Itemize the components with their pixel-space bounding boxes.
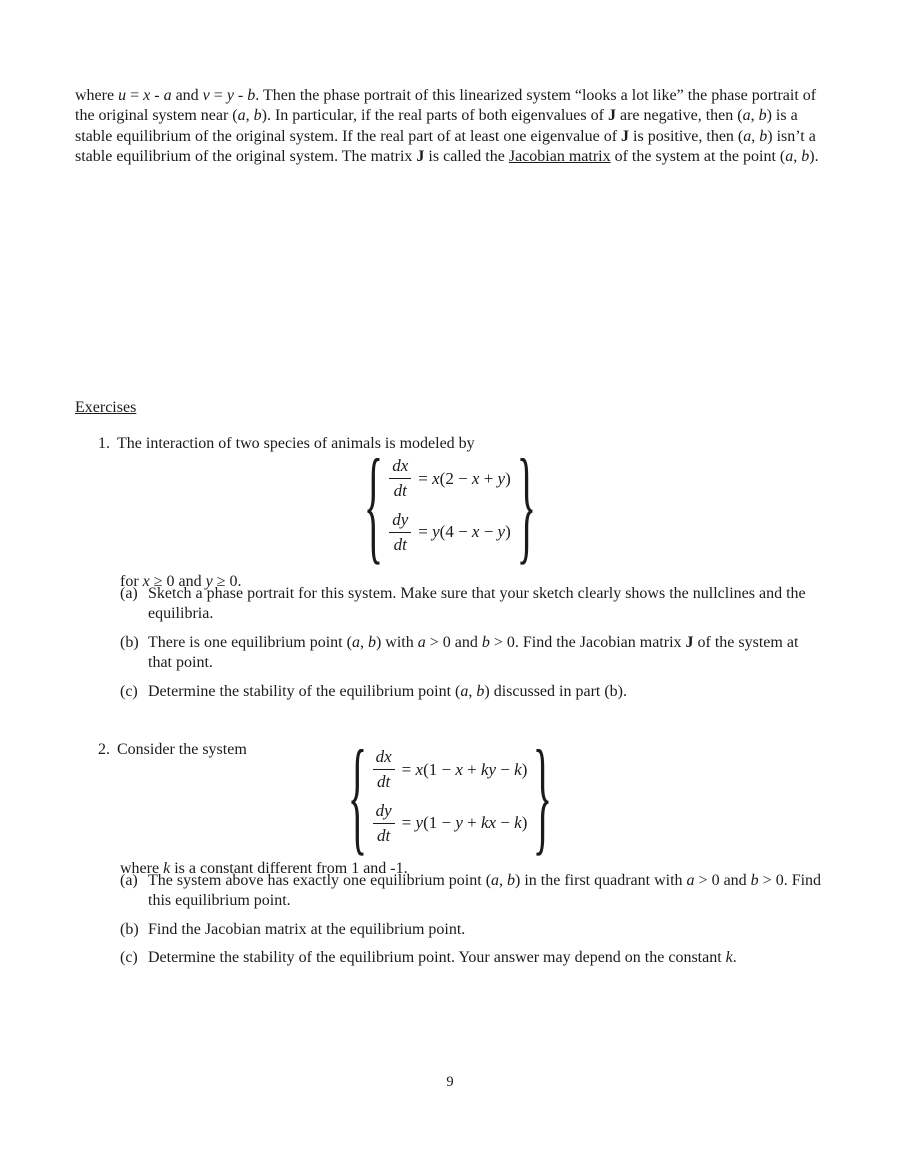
- exercise-1-number: 1.: [98, 435, 110, 452]
- page-number: 9: [446, 1074, 454, 1090]
- part-label: (b): [120, 634, 139, 651]
- exercise-2-part-a: [120, 871, 826, 912]
- fraction-numerator: dy: [373, 801, 395, 824]
- equation-rows: [389, 456, 511, 556]
- equation-row-dy: [373, 801, 528, 847]
- fraction-denominator: dt: [377, 826, 391, 846]
- fraction-denominator: dt: [393, 481, 407, 501]
- fraction-numerator: dy: [389, 510, 411, 533]
- part-label: (b): [120, 921, 139, 938]
- part-text: The system above has exactly one equilibrium point (a, b) in the first quadrant with a > 0 and b > 0. Find this equilibrium point.: [148, 872, 822, 910]
- fraction-denominator: dt: [377, 772, 391, 792]
- part-text: Find the Jacobian matrix at the equilibrium point.: [148, 921, 466, 938]
- exercise-1-part-a: [120, 584, 826, 625]
- fraction-dx-dt: [389, 456, 411, 502]
- equation-rhs: = x(1 − x + ky − k): [401, 759, 528, 779]
- fraction-denominator: dt: [393, 535, 407, 555]
- part-label: (c): [120, 683, 138, 700]
- part-text: Determine the stability of the equilibrium point. Your answer may depend on the constant k.: [148, 949, 737, 966]
- fraction-dy-dt: [373, 801, 395, 847]
- fraction-numerator: dx: [373, 747, 395, 770]
- equation-rows: [373, 747, 528, 847]
- part-text: Determine the stability of the equilibrium point (a, b) discussed in part (b).: [148, 683, 628, 700]
- equation-row-dy: [389, 510, 511, 556]
- exercise-1-intro-line: [98, 434, 475, 454]
- left-brace: {: [364, 434, 384, 578]
- exercise-1-part-b: [120, 633, 826, 674]
- exercise-1-domain-note: for x ≥ 0 and y ≥ 0.: [120, 573, 242, 590]
- part-label: (a): [120, 872, 138, 889]
- exercise-1-part-c: [120, 682, 826, 702]
- part-text: Sketch a phase portrait for this system. Make sure that your sketch clearly shows the nullclines and the equilibria.: [148, 585, 806, 623]
- part-label: (c): [120, 949, 138, 966]
- equation-rhs: = y(4 − x − y): [418, 522, 511, 542]
- equation-rhs: = y(1 − y + kx − k): [401, 813, 528, 833]
- exercise-2-number: 2.: [98, 741, 110, 758]
- left-brace: {: [347, 725, 367, 869]
- fraction-dx-dt: [373, 747, 395, 793]
- part-text: There is one equilibrium point (a, b) with a > 0 and b > 0. Find the Jacobian matrix J of the system at that point.: [148, 634, 799, 672]
- exercise-1-intro-text: The interaction of two species of animals is modeled by: [117, 435, 475, 452]
- exercise-2-part-b: [120, 920, 826, 940]
- fraction-numerator: dx: [389, 456, 411, 479]
- exercise-2-part-c: [120, 948, 826, 968]
- exercises-heading: Exercises: [75, 399, 137, 416]
- exercise-2-constant-note: where k is a constant different from 1 and -1.: [120, 860, 408, 877]
- part-label: (a): [120, 585, 138, 602]
- equation-row-dx: [373, 747, 528, 793]
- fraction-dy-dt: [389, 510, 411, 556]
- right-brace: }: [533, 725, 553, 869]
- intro-paragraph: where u = x - a and v = y - b. Then the phase portrait of this linearized system “looks a lot like” the phase portrait of the original system near (a, b). In particular, if the real parts of both eigenvalues of J are negative, then (a, b) is a stable equilibrium of the original system. If the real part of at least one eigenvalue of J is positive, then (a, b) isn’t a stable equilibrium of the original system. The matrix J is called the Jacobian matrix of the system at the point (a, b).: [75, 87, 819, 166]
- equation-rhs: = x(2 − x + y): [418, 468, 511, 488]
- exercise-2-intro-text: Consider the system: [117, 741, 247, 758]
- equation-row-dx: [389, 456, 511, 502]
- right-brace: }: [516, 434, 536, 578]
